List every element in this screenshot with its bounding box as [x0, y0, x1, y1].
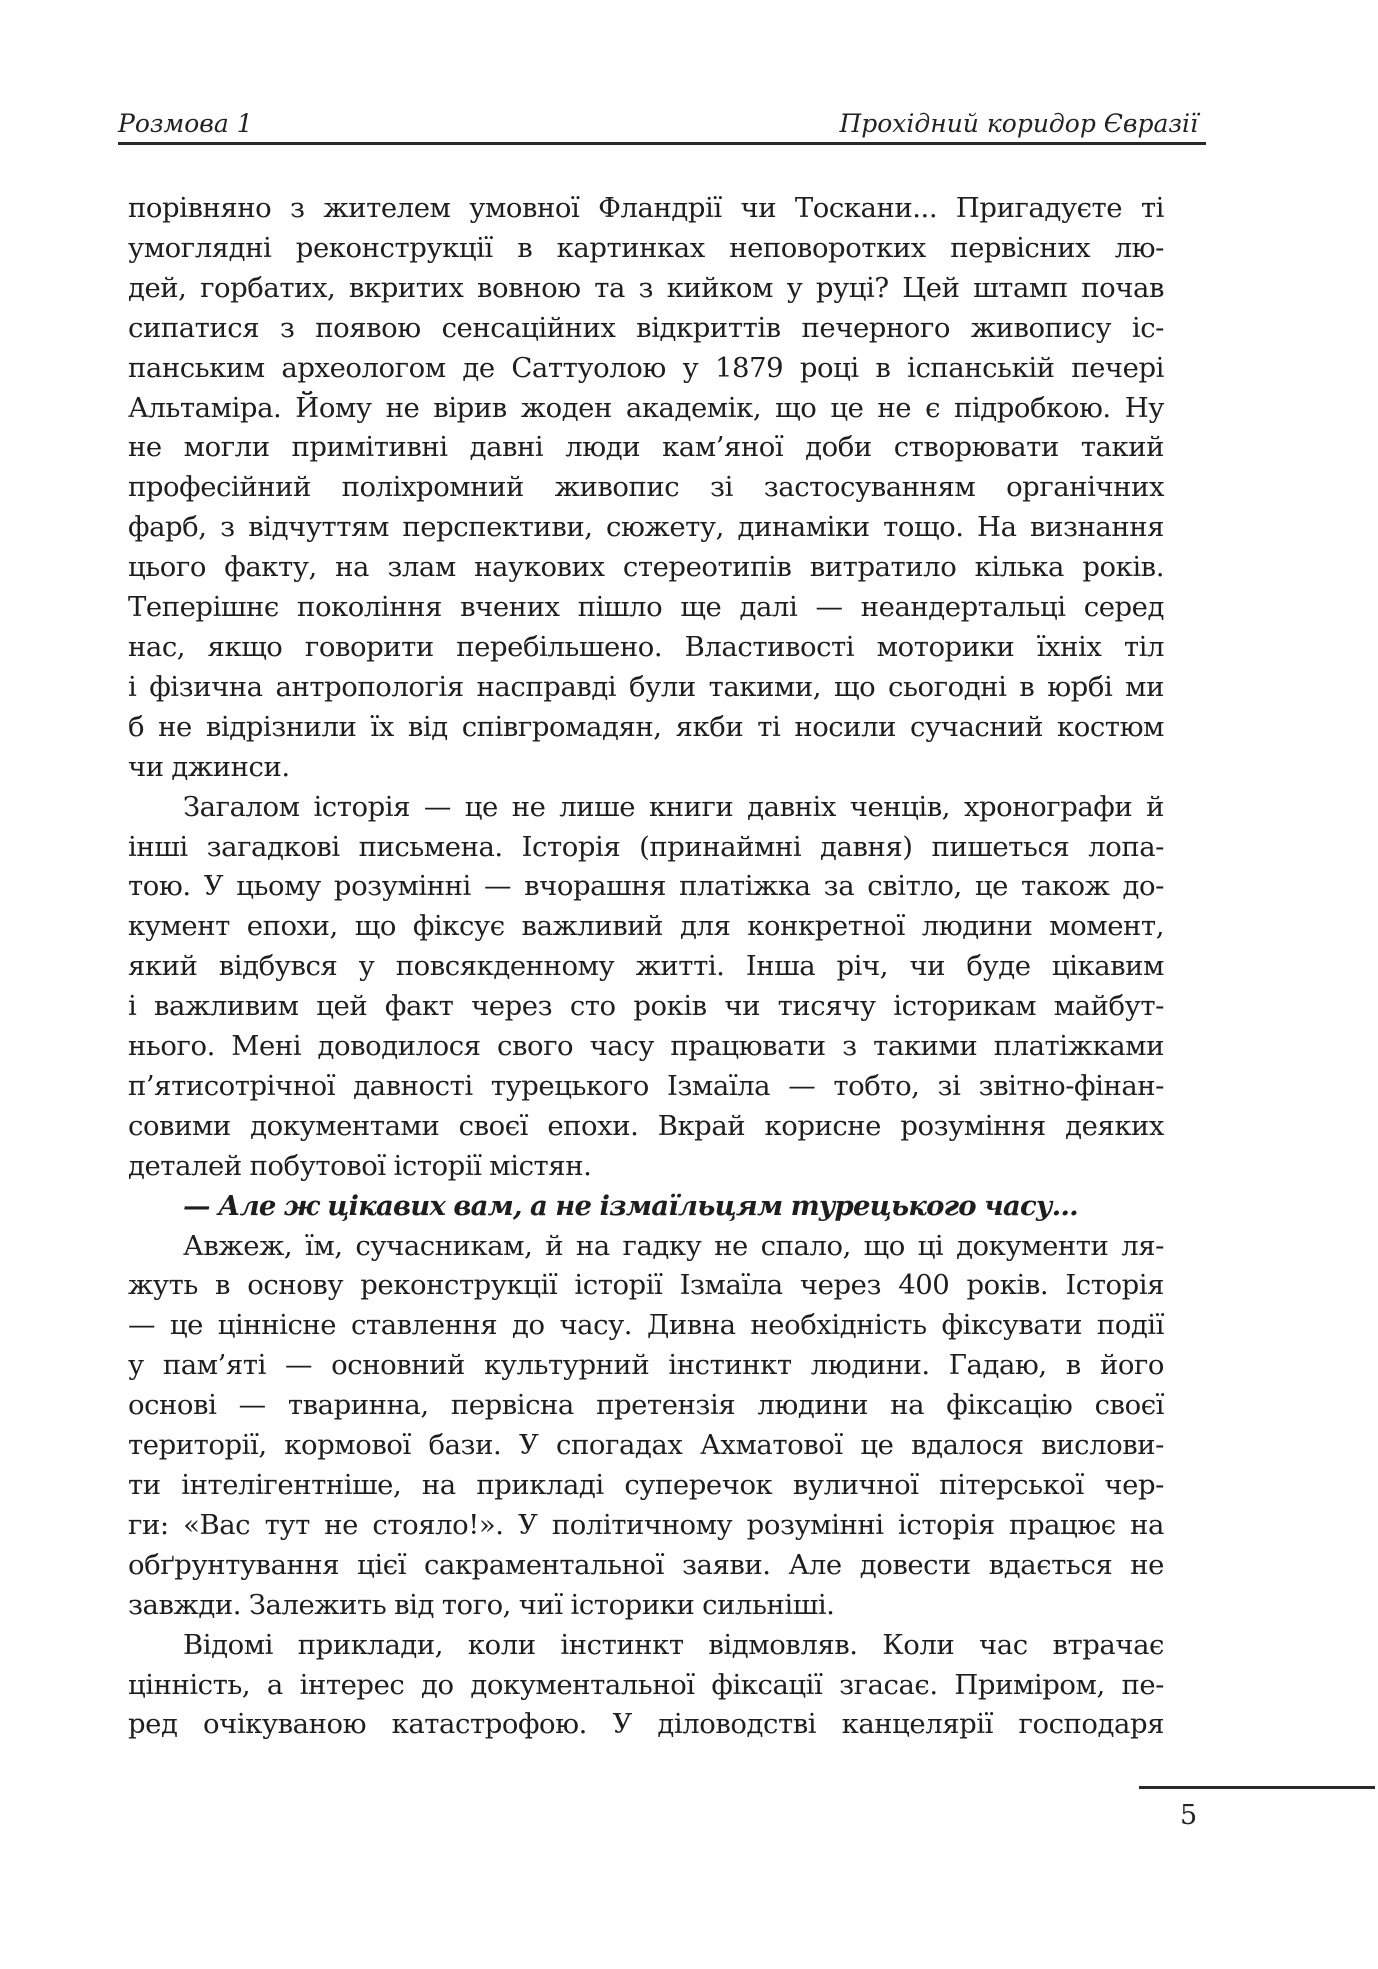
text-line: ги: «Вас тут не стояло!». У політичному розумінні історія працює на	[128, 1508, 1164, 1541]
text-line: деталей побутової історії містян.	[128, 1149, 592, 1182]
text-line: фарб, з відчуттям перспективи, сюжету, динаміки тощо. На визнання	[128, 511, 1164, 544]
text-line: дей, горбатих, вкритих вовною та з кийком у руці? Цей штамп почав	[128, 271, 1164, 304]
text-line: цінність, а інтерес до документальної фіксації згасає. Приміром, пе-	[128, 1668, 1164, 1701]
text-line: і фізична антропологія насправді були такими, що сьогодні в юрбі ми	[128, 670, 1164, 703]
text-line: цього факту, на злам наукових стереотипів витратило кілька років.	[128, 551, 1164, 584]
text-line: ред очікуваною катастрофою. У діловодстві канцелярії господаря	[128, 1708, 1164, 1741]
text-line: кумент епохи, що фіксує важливий для конкретної людини момент,	[128, 910, 1164, 943]
text-line: чи джинси.	[128, 750, 290, 783]
text-line: професійний поліхромний живопис зі застосуванням органічних	[128, 471, 1164, 504]
text-line: сипатися з появою сенсаційних відкриттів печерного живопису іс-	[128, 311, 1164, 344]
text-line: п’ятисотрічної давності турецького Ізмаїла — тобто, зі звітно-фінан-	[128, 1069, 1164, 1102]
text-line: нас, якщо говорити перебільшено. Властивості моторики їхніх тіл	[128, 630, 1164, 663]
text-line: завжди. Залежить від того, чиї історики сильніші.	[128, 1588, 835, 1621]
text-line: Теперішнє покоління вчених пішло ще далі — неандертальці серед	[128, 591, 1164, 624]
text-line: і важливим цей факт через сто років чи тисячу історикам майбут-	[128, 990, 1164, 1023]
paragraph-start-line: Загалом історія — це не лише книги давніх ченців, хронографи й	[183, 790, 1164, 823]
text-line: панським археологом де Саттуолою у 1879 році в іспанській печері	[128, 351, 1164, 384]
text-line: ти інтелігентніше, на прикладі суперечок вуличної пітерської чер-	[128, 1469, 1164, 1501]
text-line: — це ціннісне ставлення до часу. Дивна необхідність фіксувати події	[128, 1309, 1164, 1342]
text-line: основі — тваринна, первісна претензія людини на фіксацію своєї	[128, 1389, 1164, 1422]
footer-rule	[1139, 1786, 1375, 1789]
text-line: інші загадкові письмена. Історія (принаймні давня) пишеться лопа-	[128, 830, 1164, 863]
text-line: совими документами своєї епохи. Вкрай корисне розуміння деяких	[128, 1109, 1164, 1142]
interviewer-question: — Але ж цікавих вам, а не ізмаїльцям турецького часу...	[183, 1189, 1078, 1222]
text-line: у пам’яті — основний культурний інстинкт людини. Гадаю, в його	[128, 1349, 1164, 1382]
text-line: обґрунтування цієї сакраментальної заяви. Але довести вдається не	[128, 1548, 1164, 1581]
book-title: Прохідний коридор Євразії	[839, 109, 1198, 138]
text-line: умоглядні реконструкції в картинках неповоротких первісних лю-	[128, 231, 1164, 264]
text-line: порівняно з жителем умовної Фландрії чи Тоскани... Пригадуєте ті	[128, 192, 1164, 224]
body-text	[128, 189, 1164, 1745]
running-header	[118, 104, 1206, 140]
page-number: 5	[1180, 1800, 1198, 1831]
chapter-title: Розмова 1	[118, 109, 253, 138]
text-line: території, кормової бази. У спогадах Ахматової це вдалося вислови-	[128, 1429, 1164, 1462]
text-line: нього. Мені доводилося свого часу працювати з такими платіжками	[128, 1030, 1164, 1063]
text-line: не могли примітивні давні люди кам’яної доби створювати такий	[128, 431, 1164, 464]
text-line: тою. У цьому розумінні — вчорашня платіжка за світло, це також до-	[128, 870, 1164, 903]
header-rule	[118, 142, 1206, 145]
text-line: який відбувся у повсякденному житті. Інша річ, чи буде цікавим	[128, 950, 1164, 983]
text-line: Альтаміра. Йому не вірив жоден академік, що це не є підробкою. Ну	[128, 391, 1164, 424]
paragraph-start-line: Авжеж, їм, сучасникам, й на гадку не спало, що ці документи ля-	[183, 1229, 1164, 1262]
text-line: жуть в основу реконструкції історії Ізмаїла через 400 років. Історія	[128, 1269, 1164, 1302]
paragraph-start-line: Відомі приклади, коли інстинкт відмовляв. Коли час втрачає	[183, 1628, 1164, 1661]
text-line: б не відрізнили їх від співгромадян, якби ті носили сучасний костюм	[128, 710, 1164, 743]
